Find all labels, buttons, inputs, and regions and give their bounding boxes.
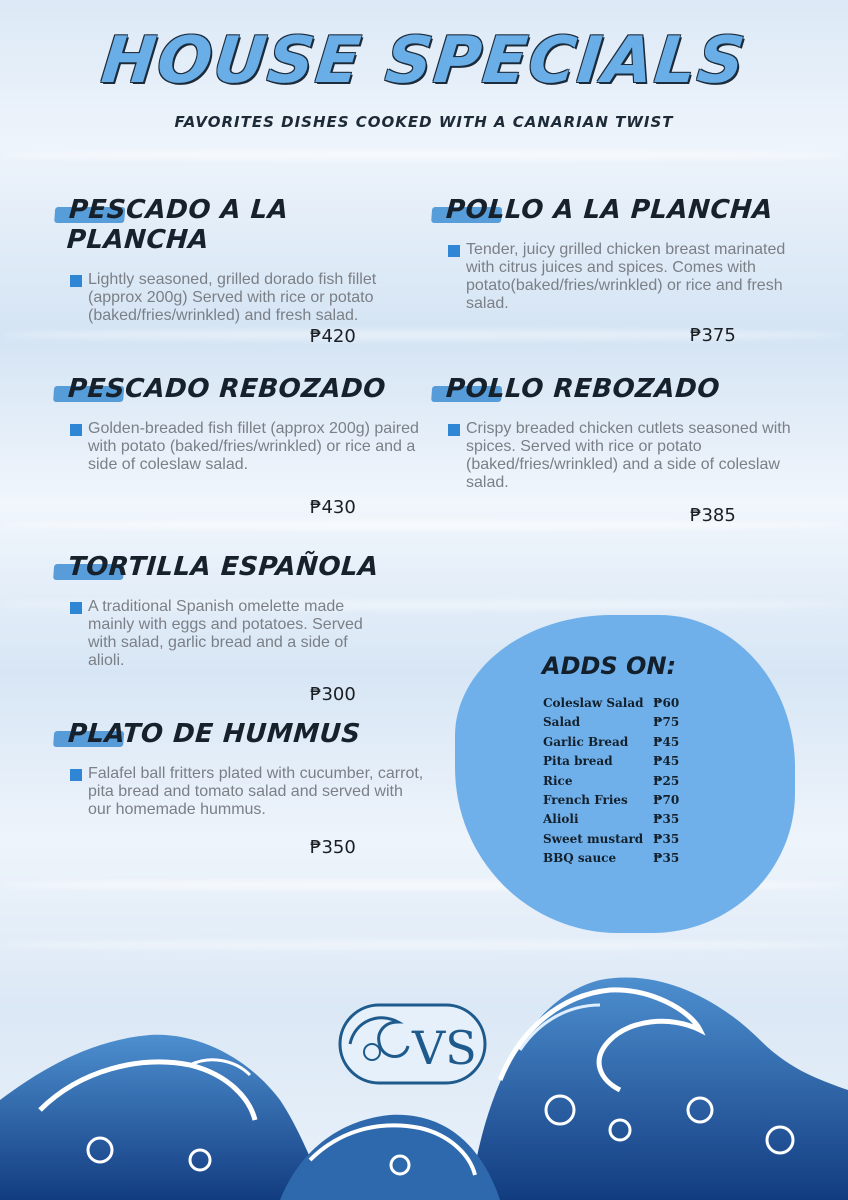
dish-price: ₱350 <box>310 837 356 858</box>
dish-name: TORTILLA ESPAÑOLA <box>61 550 388 584</box>
add-name: Coleslaw Salad <box>543 696 644 710</box>
list-item <box>543 715 679 734</box>
dish-description: Falafel ball fritters plated with cucumber, carrot, pita bread and tomato salad and served with our homemade hummus. <box>88 765 424 818</box>
add-name: Alioli <box>543 812 579 827</box>
list-item <box>543 793 679 812</box>
menu-item <box>62 550 432 670</box>
add-price: ₱35 <box>653 851 680 866</box>
add-price: ₱70 <box>653 792 680 807</box>
dish-description: Lightly seasoned, grilled dorado fish fillet (approx 200g) Served with rice or potato (baked/fries/wrinkled) and fresh salad. <box>88 271 377 324</box>
dish-name: PLATO DE HUMMUS <box>61 717 370 751</box>
list-item <box>543 774 679 793</box>
dish-price: ₱300 <box>310 684 356 705</box>
add-name: Garlic Bread <box>543 734 629 749</box>
ocean-waves-illustration <box>0 960 848 1200</box>
page-subtitle: FAVORITES DISHES COOKED WITH A CANARIAN TWIST <box>174 113 674 131</box>
dish-name: POLLO REBOZADO <box>439 372 729 406</box>
menu-item <box>62 193 432 325</box>
add-price: ₱60 <box>653 696 680 710</box>
dish-description: A traditional Spanish omelette made mainly with eggs and potatoes. Served with salad, garlic bread and a side of alioli. <box>88 598 363 669</box>
list-item <box>543 735 679 754</box>
page-title: HOUSE SPECIALS <box>98 24 750 98</box>
dish-price: ₱430 <box>310 497 356 518</box>
add-name: Pita bread <box>543 754 613 769</box>
adds-on-title: ADDS ON: <box>542 652 677 680</box>
dish-name: PESCADO A LA PLANCHA <box>60 193 434 257</box>
add-price: ₱35 <box>653 831 680 846</box>
logo-text: VS <box>412 1021 477 1075</box>
bullet-icon <box>70 769 82 781</box>
adds-on-list <box>543 696 679 871</box>
dish-name: POLLO A LA PLANCHA <box>439 193 782 227</box>
dish-price: ₱375 <box>690 325 736 346</box>
add-name: Salad <box>543 715 581 730</box>
menu-item <box>440 193 810 313</box>
dish-description: Tender, juicy grilled chicken breast marinated with citrus juices and spices. Comes with potato(baked/fries/wrinkled) or rice and fresh salad. <box>466 241 786 312</box>
bullet-icon <box>448 245 460 257</box>
list-item <box>543 812 679 831</box>
list-item <box>543 851 679 870</box>
add-name: Rice <box>543 773 573 788</box>
bullet-icon <box>70 424 82 436</box>
bullet-icon <box>448 424 460 436</box>
add-price: ₱75 <box>653 715 680 730</box>
add-price: ₱25 <box>653 773 680 788</box>
add-price: ₱45 <box>653 734 680 749</box>
menu-item <box>440 372 810 492</box>
add-name: Sweet mustard <box>543 831 644 846</box>
add-price: ₱35 <box>653 812 680 827</box>
add-name: French Fries <box>543 792 628 807</box>
dish-description: Golden-breaded fish fillet (approx 200g) paired with potato (baked/fries/wrinkled) or rice and a side of coleslaw salad. <box>88 420 419 473</box>
dish-name: PESCADO REBOZADO <box>61 372 395 406</box>
bullet-icon <box>70 275 82 287</box>
list-item <box>543 696 679 715</box>
bullet-icon <box>70 602 82 614</box>
add-name: BBQ sauce <box>543 851 617 866</box>
dish-price: ₱385 <box>690 505 736 526</box>
dish-price: ₱420 <box>310 326 356 347</box>
menu-item <box>62 372 432 474</box>
add-price: ₱45 <box>653 754 680 769</box>
list-item <box>543 754 679 773</box>
menu-item <box>62 717 432 819</box>
list-item <box>543 832 679 851</box>
dish-description: Crispy breaded chicken cutlets seasoned with spices. Served with rice or potato (baked/fries/wrinkled) and a side of coleslaw salad. <box>466 420 791 491</box>
